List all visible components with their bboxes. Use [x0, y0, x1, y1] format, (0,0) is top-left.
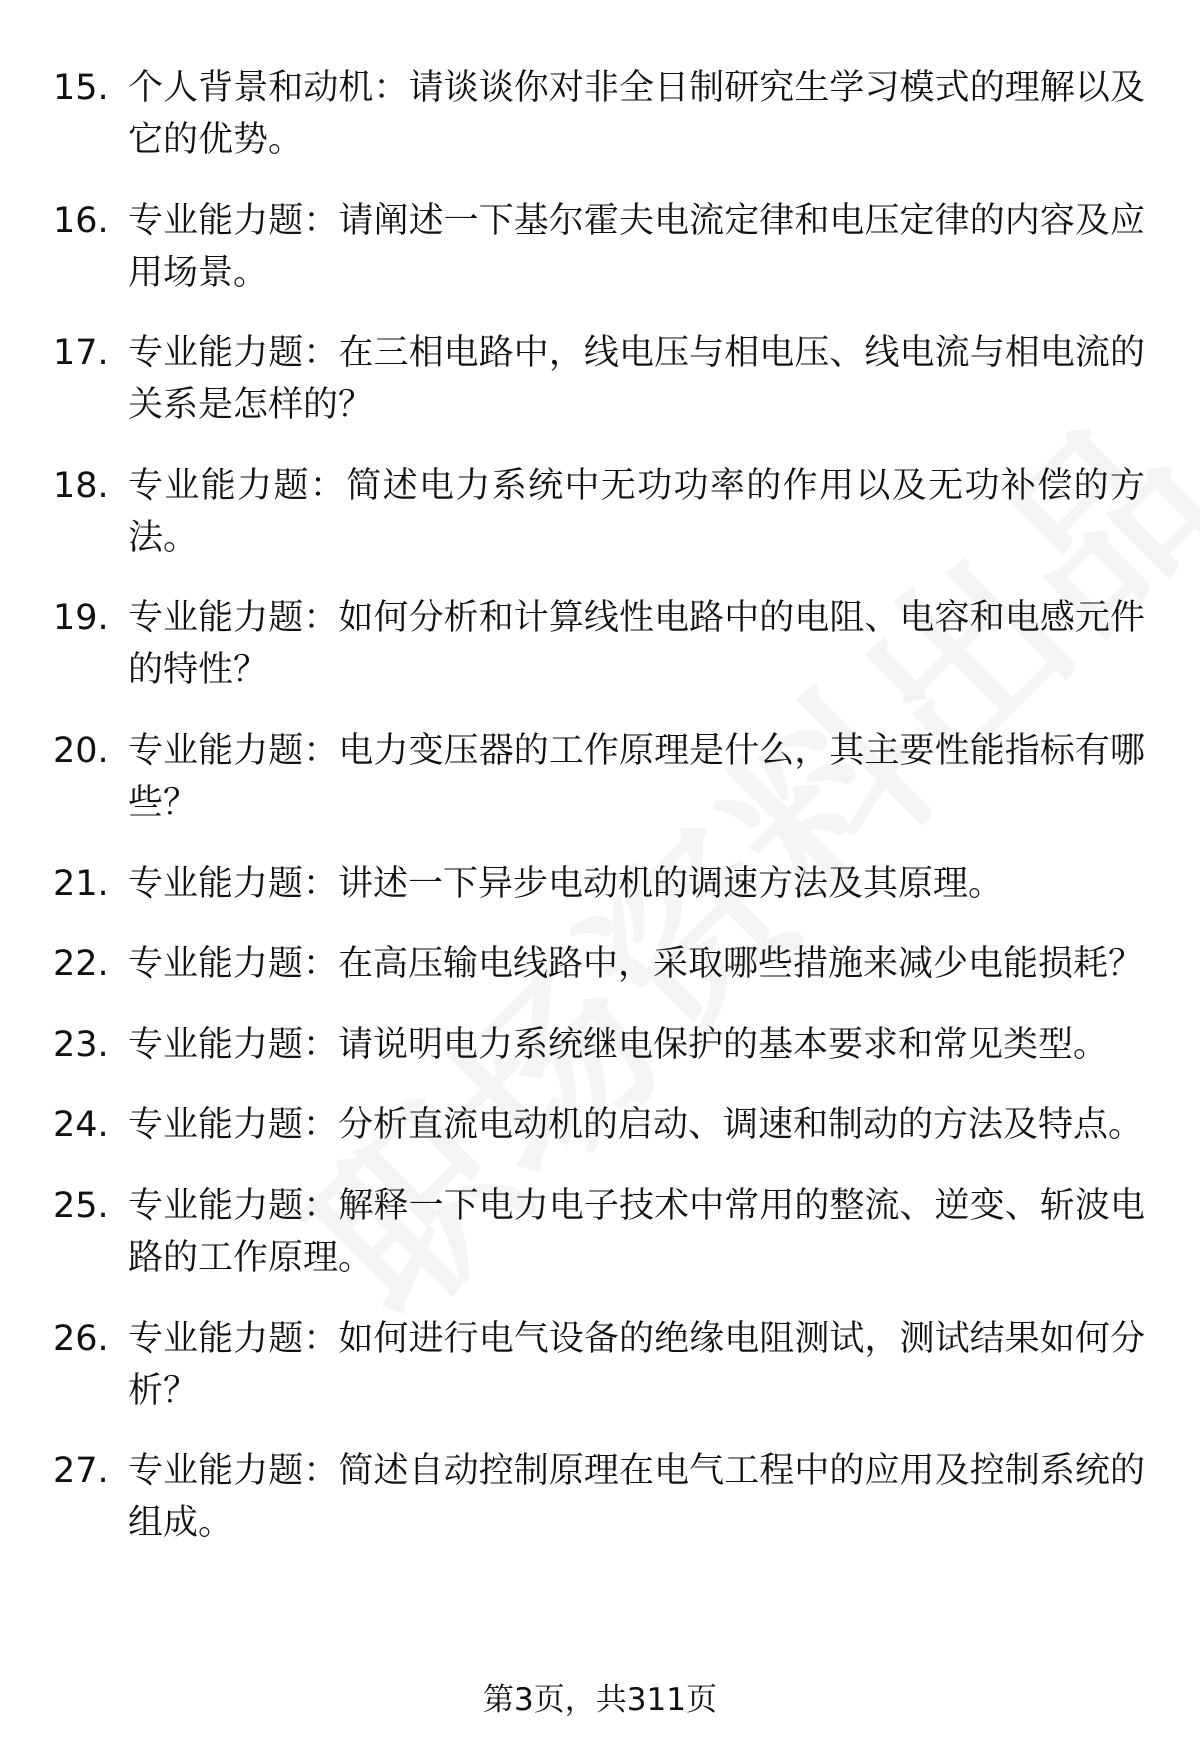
question-item: [0, 1180, 1200, 1284]
question-item: [0, 592, 1200, 696]
question-text: 专业能力题：讲述一下异步电动机的调速方法及其原理。: [128, 863, 1004, 904]
question-number: 25.: [53, 1185, 109, 1226]
question-item: [0, 460, 1200, 564]
question-number: 15.: [53, 68, 109, 108]
question-text: 专业能力题：在高压输电线路中，采取哪些措施来减少电能损耗？: [128, 944, 1144, 985]
question-number: 27.: [53, 1451, 109, 1492]
question-text: 专业能力题：请阐述一下基尔霍夫电流定律和电压定律的内容及应用场景。: [128, 200, 1145, 293]
question-item: [0, 1445, 1200, 1549]
question-number: 18.: [53, 465, 109, 506]
question-text: 专业能力题：解释一下电力电子技术中常用的整流、逆变、斩波电路的工作原理。: [128, 1185, 1145, 1278]
question-number: 20.: [53, 730, 109, 771]
question-number: 24.: [53, 1105, 109, 1146]
question-number: 22.: [53, 944, 109, 985]
question-item: [0, 858, 1200, 910]
question-item: [0, 1019, 1200, 1071]
question-item: [0, 1313, 1200, 1417]
question-number: 26.: [53, 1318, 109, 1359]
question-text: 专业能力题：简述电力系统中无功功率的作用以及无功补偿的方法。: [128, 465, 1145, 558]
question-item: [0, 195, 1200, 299]
question-item: [0, 327, 1200, 431]
question-item: [0, 1099, 1200, 1151]
question-number: 17.: [53, 333, 109, 374]
question-text: 专业能力题：分析直流电动机的启动、调速和制动的方法及特点。: [128, 1105, 1144, 1146]
question-item: [0, 62, 1200, 166]
question-number: 21.: [53, 863, 109, 904]
question-number: 19.: [53, 598, 109, 639]
question-number: 16.: [53, 200, 109, 241]
question-text: 专业能力题：简述自动控制原理在电气工程中的应用及控制系统的组成。: [128, 1451, 1145, 1544]
question-item: [0, 725, 1200, 829]
question-text: 专业能力题：如何分析和计算线性电路中的电阻、电容和电感元件的特性？: [128, 598, 1145, 691]
question-text: 专业能力题：在三相电路中，线电压与相电压、线电流与相电流的关系是怎样的？: [128, 333, 1145, 426]
question-item: [0, 938, 1200, 990]
page-footer: 第3页，共311页: [483, 1682, 717, 1718]
question-list: [0, 62, 1200, 1578]
question-text: 个人背景和动机：请谈谈你对非全日制研究生学习模式的理解以及它的优势。: [128, 68, 1145, 160]
question-text: 专业能力题：电力变压器的工作原理是什么，其主要性能指标有哪些？: [128, 730, 1145, 823]
question-number: 23.: [53, 1024, 109, 1065]
question-text: 专业能力题：请说明电力系统继电保护的基本要求和常见类型。: [128, 1024, 1109, 1065]
question-text: 专业能力题：如何进行电气设备的绝缘电阻测试，测试结果如何分析？: [128, 1318, 1145, 1411]
